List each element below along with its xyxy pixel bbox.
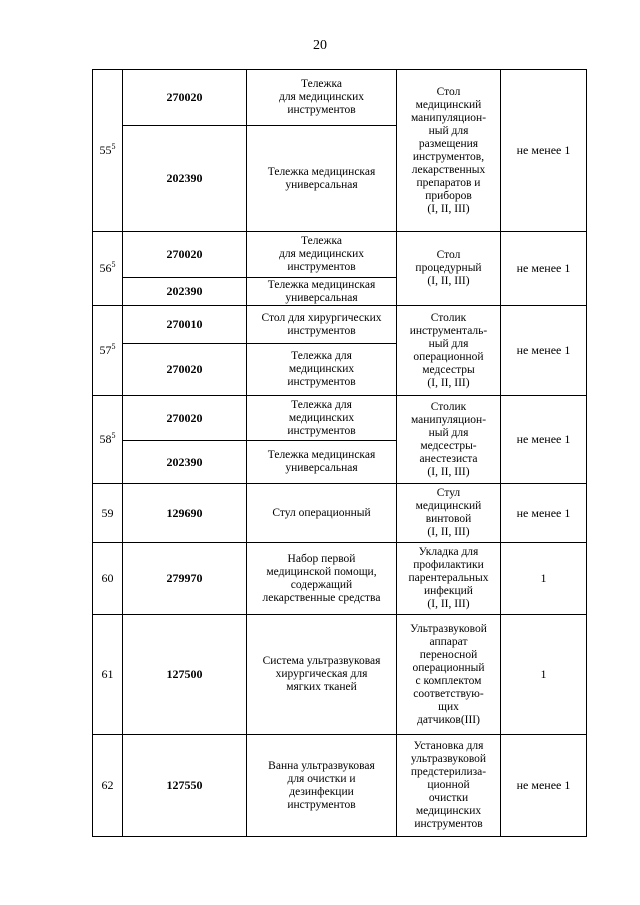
- row-number: $58^5$: [93, 396, 123, 484]
- equipment-name: Стол процедурный (I, II, III): [397, 232, 501, 306]
- equipment-name: Столик манипуляцион- ный для медсестры- анестезиста (I, II, III): [397, 396, 501, 484]
- row-number: $57^5$: [93, 306, 123, 396]
- table-row: [93, 70, 587, 126]
- equipment-name: Укладка для профилактики парентеральных инфекций (I, II, III): [397, 543, 501, 615]
- item-code: 127500: [123, 615, 247, 735]
- item-code: 202390: [123, 278, 247, 306]
- item-name: Стул операционный: [247, 484, 397, 543]
- row-number: 59: [93, 484, 123, 543]
- quantity: не менее 1: [501, 232, 587, 306]
- table-row: [93, 615, 587, 735]
- item-name: Тележка медицинская универсальная: [247, 441, 397, 484]
- table-row: [93, 484, 587, 543]
- item-name: Стол для хирургических инструментов: [247, 306, 397, 344]
- quantity: не менее 1: [501, 735, 587, 837]
- quantity: 1: [501, 543, 587, 615]
- item-name: Система ультразвуковая хирургическая для мягких тканей: [247, 615, 397, 735]
- item-name: Тележка для медицинских инструментов: [247, 232, 397, 278]
- item-name: Тележка для медицинских инструментов: [247, 70, 397, 126]
- table-row: [93, 232, 587, 278]
- row-number: $56^5$: [93, 232, 123, 306]
- row-number: 60: [93, 543, 123, 615]
- table-row: [93, 543, 587, 615]
- item-code: 202390: [123, 126, 247, 232]
- equipment-name: Установка для ультразвуковой предстерилиза- ционной очистки медицинских инструментов: [397, 735, 501, 837]
- quantity: не менее 1: [501, 484, 587, 543]
- item-name: Тележка для медицинских инструментов: [247, 396, 397, 441]
- page-number: 20: [313, 38, 327, 53]
- item-name: Тележка медицинская универсальная: [247, 126, 397, 232]
- row-number: 62: [93, 735, 123, 837]
- item-name: Набор первой медицинской помощи, содержащий лекарственные средства: [247, 543, 397, 615]
- row-number: 61: [93, 615, 123, 735]
- equipment-name: Стол медицинский манипуляцион- ный для размещения инструментов, лекарственных препаратов и приборов (I, II, III): [397, 70, 501, 232]
- item-code: 270020: [123, 232, 247, 278]
- table-row: [93, 306, 587, 344]
- quantity: 1: [501, 615, 587, 735]
- item-code: 270020: [123, 344, 247, 396]
- equipment-name: Столик инструменталь- ный для операционной медсестры (I, II, III): [397, 306, 501, 396]
- table-row: [93, 735, 587, 837]
- item-code: 127550: [123, 735, 247, 837]
- row-number: $55^5$: [93, 70, 123, 232]
- item-code: 270010: [123, 306, 247, 344]
- item-name: Тележка для медицинских инструментов: [247, 344, 397, 396]
- equipment-name: Ультразвуковой аппарат переносной операционный с комплектом соответствую- щих датчиков(III): [397, 615, 501, 735]
- item-code: 270020: [123, 70, 247, 126]
- quantity: не менее 1: [501, 306, 587, 396]
- quantity: не менее 1: [501, 396, 587, 484]
- equipment-name: Стул медицинский винтовой (I, II, III): [397, 484, 501, 543]
- item-code: 270020: [123, 396, 247, 441]
- item-name: Ванна ультразвуковая для очистки и дезинфекции инструментов: [247, 735, 397, 837]
- item-name: Тележка медицинская универсальная: [247, 278, 397, 306]
- item-code: 279970: [123, 543, 247, 615]
- item-code: 202390: [123, 441, 247, 484]
- item-code: 129690: [123, 484, 247, 543]
- quantity: не менее 1: [501, 70, 587, 232]
- table-row: [93, 396, 587, 441]
- equipment-table: [92, 69, 587, 837]
